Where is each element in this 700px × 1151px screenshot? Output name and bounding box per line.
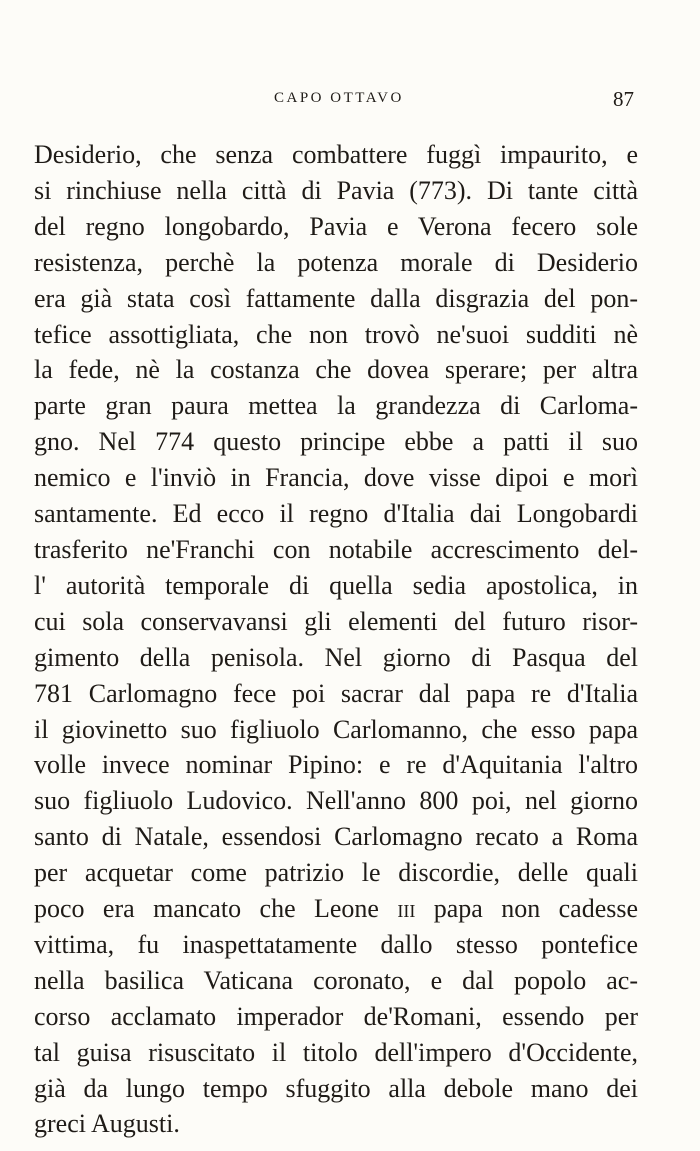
text-line: santamente. Ed ecco il regno d'Italia dai Longobardi bbox=[34, 499, 638, 529]
body-paragraph bbox=[34, 137, 638, 1142]
text-line-end: papa non cadesse bbox=[433, 894, 639, 924]
text-line: per acquetar come patrizio le discordie, delle quali bbox=[34, 858, 638, 888]
text-line: parte gran paura mettea la grandezza di Carloma- bbox=[34, 391, 638, 421]
text-line: il giovinetto suo figliuolo Carlomanno, che esso papa bbox=[34, 714, 638, 744]
running-head bbox=[34, 87, 634, 120]
text-line: nemico e l'inviò in Francia, dove visse dipoi e morì bbox=[34, 463, 638, 493]
text-line: tal guisa risuscitato il titolo dell'impero d'Occidente, bbox=[34, 1037, 638, 1067]
text-line: trasferito ne'Franchi con notabile accrescimento del- bbox=[34, 534, 638, 564]
running-title: CAPO OTTAVO bbox=[274, 90, 404, 106]
text-line: corso acclamato imperador de'Romani, essendo per bbox=[34, 1001, 638, 1031]
text-line: greci Augusti. bbox=[34, 1109, 180, 1139]
text-line: tefice assottigliata, che non trovò ne'suoi sudditi nè bbox=[34, 319, 638, 349]
text-line: l' autorità temporale di quella sedia apostolica, in bbox=[34, 570, 638, 600]
text-line: gno. Nel 774 questo principe ebbe a patti il suo bbox=[34, 427, 638, 457]
text-line: la fede, nè la costanza che dovea sperare; per altra bbox=[34, 355, 638, 385]
text-line: era già stata così fattamente dalla disgrazia del pon- bbox=[34, 283, 638, 313]
text-line: resistenza, perchè la potenza morale di Desiderio bbox=[34, 247, 638, 277]
text-line: del regno longobardo, Pavia e Verona fecero sole bbox=[34, 211, 638, 241]
text-line: già da lungo tempo sfuggito alla debole mano dei bbox=[34, 1073, 638, 1103]
text-line: suo figliuolo Ludovico. Nell'anno 800 poi, nel giorno bbox=[34, 786, 638, 816]
text-line: vittima, fu inaspettatamente dallo stesso pontefice bbox=[34, 929, 638, 959]
text-line: gimento della penisola. Nel giorno di Pasqua del bbox=[34, 642, 638, 672]
regnal-numeral: iii bbox=[397, 894, 416, 924]
text-line: santo di Natale, essendosi Carlomagno recato a Roma bbox=[34, 822, 638, 852]
page-number: 87 bbox=[613, 87, 634, 111]
text-line-start: poco era mancato che Leone bbox=[34, 894, 379, 924]
text-line: cui sola conservavansi gli elementi del futuro risor- bbox=[34, 606, 638, 636]
text-line bbox=[34, 891, 638, 927]
text-line: volle invece nominar Pipino: e re d'Aquitania l'altro bbox=[34, 750, 638, 780]
text-line: nella basilica Vaticana coronato, e dal popolo ac- bbox=[34, 965, 638, 995]
text-line: Desiderio, che senza combattere fuggì impaurito, e bbox=[34, 140, 638, 169]
text-line: 781 Carlomagno fece poi sacrar dal papa re d'Italia bbox=[34, 678, 638, 708]
text-line: si rinchiuse nella città di Pavia (773). Di tante città bbox=[34, 175, 638, 205]
